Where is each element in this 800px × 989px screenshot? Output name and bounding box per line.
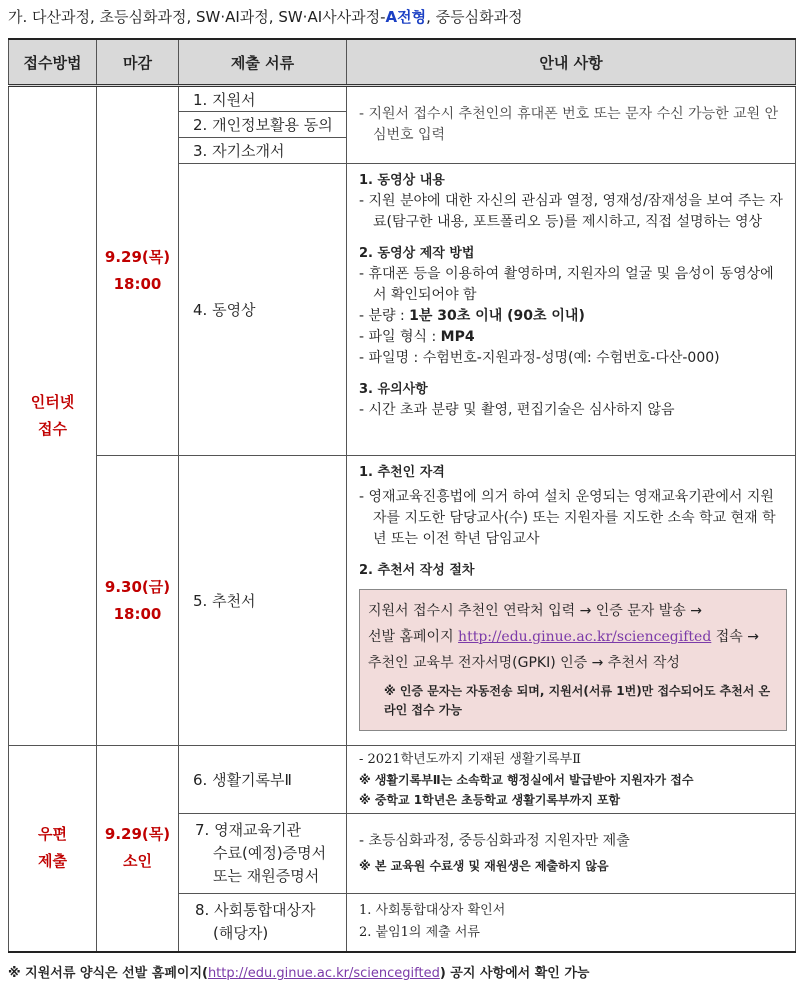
video-length: - 분량 : 1분 30초 이내 (90초 이내) xyxy=(359,308,585,324)
header-documents: 제출 서류 xyxy=(179,39,347,86)
rec-heading-2: 2. 추천서 작성 절차 xyxy=(359,563,475,578)
procedure-line-1: 지원서 접수시 추천인 연락처 입력 → 인증 문자 발송 → xyxy=(368,603,702,619)
table-row xyxy=(9,86,796,112)
table-header-row xyxy=(9,39,796,86)
title-highlight: A전형 xyxy=(385,8,427,26)
procedure-note: ※ 인증 문자는 자동전송 되며, 지원서(서류 1번)만 접수되어도 추천서 온라인 접수 가능 xyxy=(384,684,771,717)
doc-application: 1. 지원서 xyxy=(179,86,347,112)
video-heading-2: 2. 동영상 제작 방법 xyxy=(359,246,475,261)
header-info: 안내 사항 xyxy=(347,39,796,86)
title-suffix: , 중등심화과정 xyxy=(426,8,523,26)
school-record-line-1: - 2021학년도까지 기재된 생활기록부Ⅱ xyxy=(359,752,581,767)
footer-homepage-link[interactable]: http://edu.ginue.ac.kr/sciencegifted xyxy=(207,966,440,981)
rec-procedure-box xyxy=(359,589,787,731)
rec-content-1: - 영재교육진흥법에 의거 하여 설치 운영되는 영재교육기관에서 지원자를 지도한 담당교사(수) 또는 지원자를 지도한 소속 학교 현재 학년 또는 이전 학년 담임교사 xyxy=(359,489,776,547)
info-school-record xyxy=(347,746,796,814)
school-record-note-2: ※ 중학교 1학년은 초등학교 생활기록부까지 포함 xyxy=(359,793,621,807)
section-title xyxy=(8,6,523,27)
doc-social-integration: 8. 사회통합대상자 (해당자) xyxy=(179,894,347,952)
homepage-link[interactable]: http://edu.ginue.ac.kr/sciencegifted xyxy=(458,629,712,645)
video-format: - 파일 형식 : MP4 xyxy=(359,329,475,345)
procedure-line-2: 선발 홈페이지 http://edu.ginue.ac.kr/sciencegifted 접속 → xyxy=(368,629,759,645)
video-heading-1: 1. 동영상 내용 xyxy=(359,173,445,188)
table-row xyxy=(9,746,796,814)
video-heading-3: 3. 유의사항 xyxy=(359,382,428,397)
school-record-note-1: ※ 생활기록부Ⅱ는 소속학교 행정실에서 발급받아 지원자가 접수 xyxy=(359,773,694,787)
doc-school-record: 6. 생활기록부Ⅱ xyxy=(179,746,347,814)
video-content-6: - 시간 초과 분량 및 촬영, 편집기술은 심사하지 않음 xyxy=(359,402,675,418)
deadline-internet-1: 9.29(목) 18:00 xyxy=(97,86,179,456)
title-prefix: 가. 다산과정, 초등심화과정, SW·AI과정, SW·AI사사과정- xyxy=(8,8,386,26)
doc-recommendation: 5. 추천서 xyxy=(179,456,347,746)
deadline-internet-2: 9.30(금) 18:00 xyxy=(97,456,179,746)
method-internet: 인터넷 접수 xyxy=(9,86,97,746)
video-content-1: - 지원 분야에 대한 자신의 관심과 열정, 영재성/잠재성을 보여 주는 자료(탐구한 내용, 포트폴리오 등)를 제시하고, 직접 설명하는 영상 xyxy=(359,193,783,230)
info-recommendation xyxy=(347,456,796,746)
doc-self-intro: 3. 자기소개서 xyxy=(179,138,347,164)
header-deadline: 마감 xyxy=(97,39,179,86)
info-social-integration xyxy=(347,894,796,952)
table-row xyxy=(9,456,796,746)
info-video xyxy=(347,164,796,456)
gifted-certificate-note: ※ 본 교육원 수료생 및 재원생은 제출하지 않음 xyxy=(359,859,609,873)
social-integration-line-1: 1. 사회통합대상자 확인서 xyxy=(359,903,506,919)
rec-heading-1: 1. 추천인 자격 xyxy=(359,465,445,480)
procedure-line-3: 추천인 교육부 전자서명(GPKI) 인증 → 추천서 작성 xyxy=(368,655,680,671)
doc-privacy-consent: 2. 개인정보활용 동의 xyxy=(179,112,347,138)
gifted-certificate-line-1: - 초등심화과정, 중등심화과정 지원자만 제출 xyxy=(359,833,630,849)
social-integration-line-2: 2. 붙임1의 제출 서류 xyxy=(359,925,480,941)
deadline-mail: 9.29(목) 소인 xyxy=(97,746,179,952)
footer-note: ※ 지원서류 양식은 선발 홈페이지(http://edu.ginue.ac.kr/sciencegifted) 공지 사항에서 확인 가능 xyxy=(8,966,590,981)
video-filename: - 파일명 : 수험번호-지원과정-성명(예: 수험번호-다산-000) xyxy=(359,350,720,366)
doc-video: 4. 동영상 xyxy=(179,164,347,456)
method-mail: 우편 제출 xyxy=(9,746,97,952)
header-method: 접수방법 xyxy=(9,39,97,86)
info-application: - 지원서 접수시 추천인의 휴대폰 번호 또는 문자 수신 가능한 교원 안심번호 입력 xyxy=(347,86,796,164)
submission-table xyxy=(8,38,796,953)
info-gifted-certificate xyxy=(347,814,796,894)
doc-gifted-certificate: 7. 영재교육기관 수료(예정)증명서 또는 재원증명서 xyxy=(179,814,347,894)
video-content-2: - 휴대폰 등을 이용하여 촬영하며, 지원자의 얼굴 및 음성이 동영상에서 확인되어야 함 xyxy=(359,266,774,303)
